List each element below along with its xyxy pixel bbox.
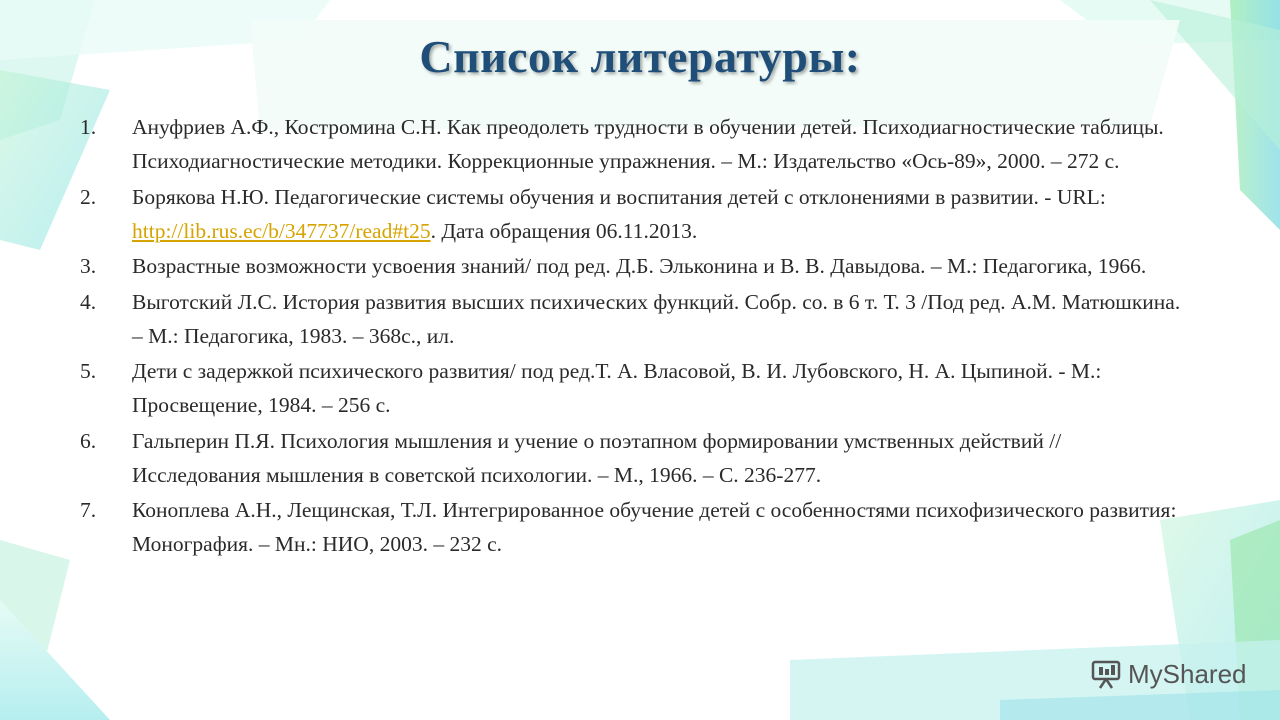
reference-number: 3. xyxy=(80,254,97,278)
reference-url-link[interactable]: http://lib.rus.ec/b/347737/read#t25 xyxy=(132,218,431,243)
reference-number: 1. xyxy=(80,115,97,139)
reference-text: Коноплева А.Н., Лещинская, Т.Л. Интегрированное обучение детей с особенностями психофизического развития: Монография. – Мн.: НИО, 2003. – 232 с. xyxy=(132,498,1177,556)
reference-text: Дети с задержкой психического развития/ под ред.Т. А. Власовой, В. И. Лубовского, Н. А. Цыпиной. - М.: Просвещение, 1984. – 256 с. xyxy=(132,359,1102,417)
reference-number: 7. xyxy=(80,498,97,522)
reference-item xyxy=(80,180,1190,248)
reference-item xyxy=(80,424,1190,492)
myshared-watermark xyxy=(1090,657,1247,691)
reference-number: 5. xyxy=(80,359,97,383)
reference-item xyxy=(80,285,1190,353)
reference-number: 6. xyxy=(80,428,97,453)
reference-item xyxy=(80,110,1190,178)
reference-text-before-link: Борякова Н.Ю. Педагогические системы обучения и воспитания детей с отклонениями в развитии. - URL: xyxy=(132,184,1106,209)
reference-text xyxy=(132,180,1190,248)
reference-text: Ануфриев А.Ф., Костромина С.Н. Как преодолеть трудности в обучении детей. Психодиагностические таблицы. Психодиагностические методики. Коррекционные упражнения. – М.: Издательство «Ось-89», 2000. – 272 с. xyxy=(132,115,1164,173)
reference-text: Гальперин П.Я. Психология мышления и учение о поэтапном формировании умственных действий // Исследования мышления в советской психологии. – М., 1966. – С. 236-277. xyxy=(132,428,1062,487)
reference-item xyxy=(80,354,1190,422)
reference-item xyxy=(80,493,1190,561)
reference-text: Возрастные возможности усвоения знаний/ под ред. Д.Б. Эльконина и В. В. Давыдова. – М.: Педагогика, 1966. xyxy=(132,254,1147,278)
reference-list xyxy=(80,110,1190,563)
reference-number: 4. xyxy=(80,289,97,314)
presentation-board-icon xyxy=(1090,658,1122,690)
reference-number: 2. xyxy=(80,184,97,209)
slide-title: Список литературы: xyxy=(419,31,861,82)
watermark-text: MyShared xyxy=(1128,658,1247,689)
reference-text-after-link: . Дата обращения 06.11.2013. xyxy=(430,218,698,243)
reference-item xyxy=(80,249,1190,283)
reference-text: Выготский Л.С. История развития высших психических функций. Собр. со. в 6 т. Т. 3 /Под ред. А.М. Матюшкина. – М.: Педагогика, 1983. – 368с., ил. xyxy=(132,289,1181,348)
